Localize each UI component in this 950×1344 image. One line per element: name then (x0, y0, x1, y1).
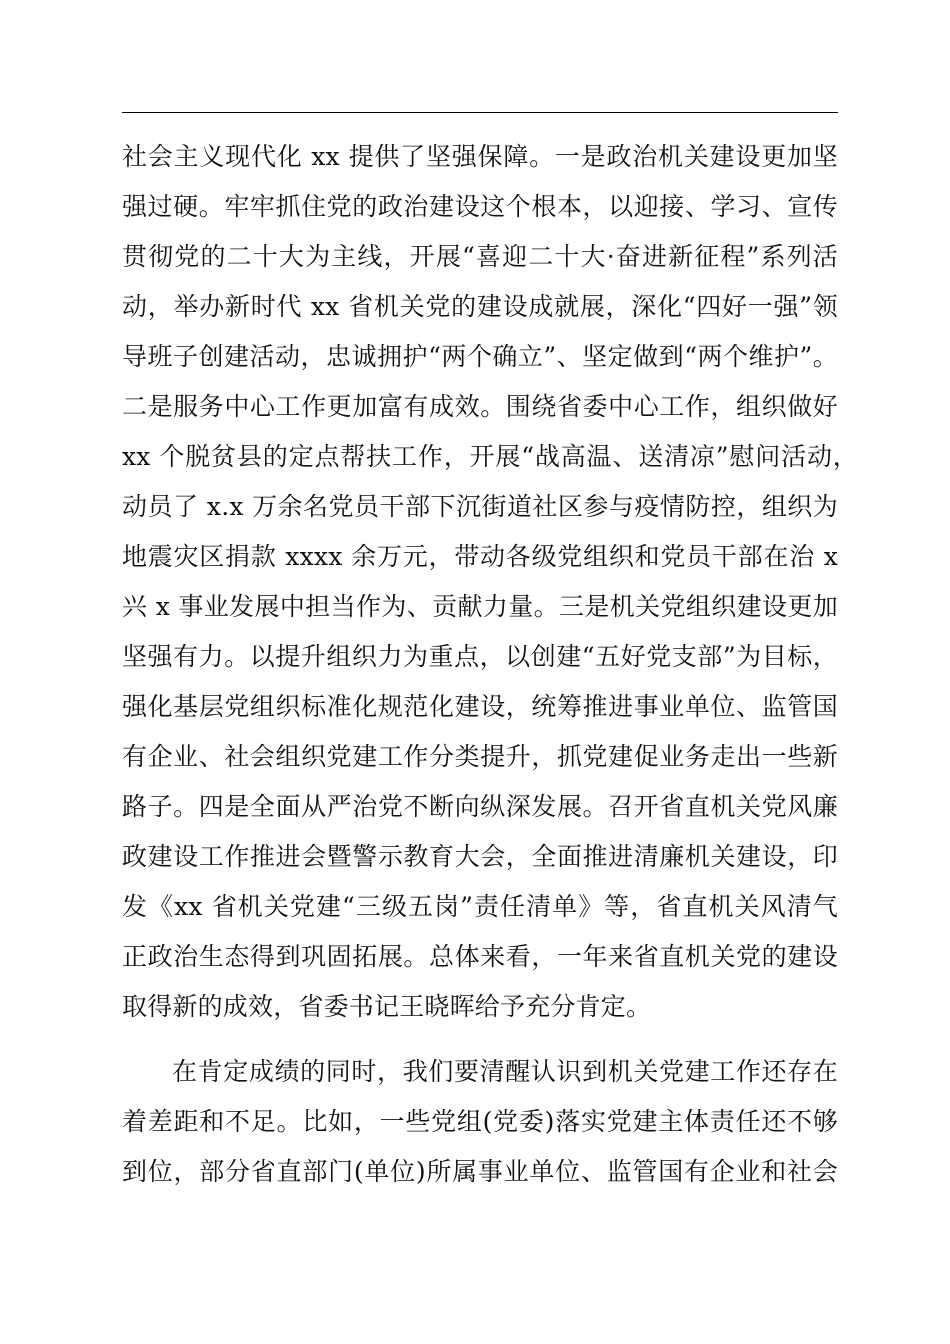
paragraph-1-line-5: 导班子创建活动，忠诚拥护“两个确立”、坚定做到“两个维护”。 (122, 342, 838, 371)
paragraph-1-line-10: 兴 x 事业发展中担当作为、贡献力量。三是机关党组织建设更加 (122, 592, 838, 621)
header-rule (122, 112, 838, 113)
paragraph-2-line-3: 到位，部分省直部门(单位)所属事业单位、监管国有企业和社会 (122, 1157, 838, 1186)
paragraph-1-line-18: 取得新的成效，省委书记王晓晖给予充分肯定。 (122, 992, 652, 1021)
paragraph-1-line-8: 动员了 x.x 万余名党员干部下沉街道社区参与疫情防控，组织为 (122, 492, 838, 521)
paragraph-1-line-11: 坚强有力。以提升组织力为重点，以创建“五好党支部”为目标， (122, 642, 838, 671)
paragraph-2-line-1: 在肯定成绩的同时，我们要清醒认识到机关党建工作还存在 (172, 1057, 838, 1086)
paragraph-1-line-12: 强化基层党组织标准化规范化建设，统筹推进事业单位、监管国 (122, 692, 838, 721)
paragraph-1-line-13: 有企业、社会组织党建工作分类提升，抓党建促业务走出一些新 (122, 742, 838, 771)
paragraph-1-line-6: 二是服务中心工作更加富有成效。围绕省委中心工作，组织做好 (122, 392, 838, 421)
paragraph-1-line-15: 政建设工作推进会暨警示教育大会，全面推进清廉机关建设，印 (122, 842, 838, 871)
paragraph-1-line-3: 贯彻党的二十大为主线，开展“喜迎二十大·奋进新征程”系列活 (122, 242, 838, 271)
paragraph-1-line-9: 地震灾区捐款 xxxx 余万元，带动各级党组织和党员干部在治 x (122, 542, 838, 571)
paragraph-1-line-1: 社会主义现代化 xx 提供了坚强保障。一是政治机关建设更加坚 (122, 142, 838, 171)
paragraph-1-line-7: xx 个脱贫县的定点帮扶工作，开展“战高温、送清凉”慰问活动， (122, 442, 858, 471)
paragraph-1-line-14: 路子。四是全面从严治党不断向纵深发展。召开省直机关党风廉 (122, 792, 838, 821)
paragraph-1-line-16: 发《xx 省机关党建“三级五岗”责任清单》等，省直机关风清气 (122, 892, 838, 921)
paragraph-2-line-2: 着差距和不足。比如，一些党组(党委)落实党建主体责任还不够 (122, 1107, 838, 1136)
paragraph-1-line-4: 动，举办新时代 xx 省机关党的建设成就展，深化“四好一强”领 (122, 292, 838, 321)
paragraph-1-line-2: 强过硬。牢牢抓住党的政治建设这个根本，以迎接、学习、宣传 (122, 192, 838, 221)
paragraph-1-line-17: 正政治生态得到巩固拓展。总体来看，一年来省直机关党的建设 (122, 942, 838, 971)
